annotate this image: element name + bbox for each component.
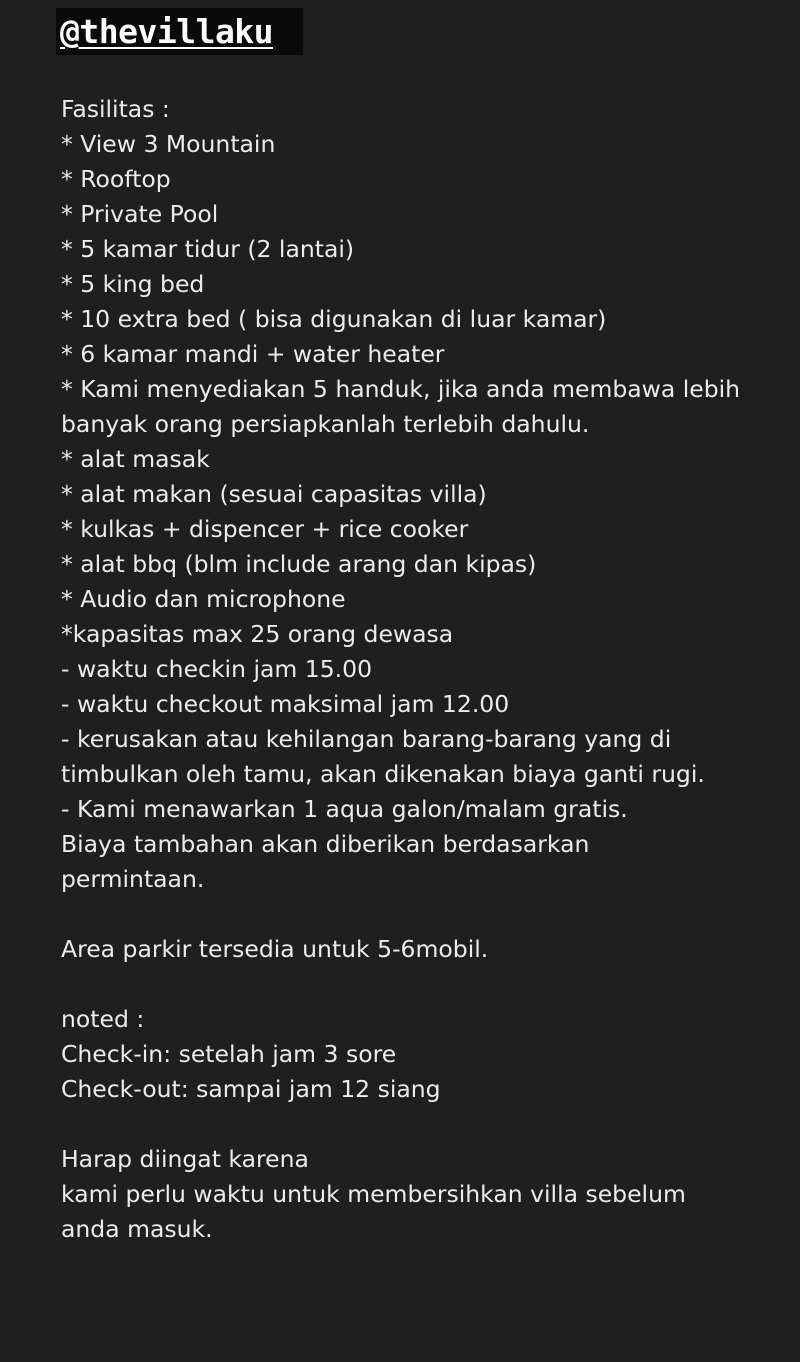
text-line: * 6 kamar mandi + water heater [61, 340, 445, 368]
post-text [61, 92, 791, 1247]
text-line: * alat masak [61, 445, 210, 473]
account-handle[interactable]: @thevillaku [60, 12, 274, 51]
text-line: * 5 kamar tidur (2 lantai) [61, 235, 355, 263]
text-line: - waktu checkin jam 15.00 [61, 655, 373, 683]
text-line: * alat bbq (blm include arang dan kipas) [61, 550, 537, 578]
handle-sticker [56, 8, 303, 55]
text-line: * Rooftop [61, 165, 171, 193]
text-line: timbulkan oleh tamu, akan dikenakan biaya ganti rugi. [61, 760, 705, 788]
text-line: * kulkas + dispencer + rice cooker [61, 515, 469, 543]
text-line: kami perlu waktu untuk membersihkan villa sebelum [61, 1180, 686, 1208]
text-line: banyak orang persiapkanlah terlebih dahulu. [61, 410, 590, 438]
text-line: Check-out: sampai jam 12 siang [61, 1075, 441, 1103]
text-line: - kerusakan atau kehilangan barang-barang yang di [61, 725, 672, 753]
text-line: anda masuk. [61, 1215, 213, 1243]
text-line: - waktu checkout maksimal jam 12.00 [61, 690, 510, 718]
text-line: * Private Pool [61, 200, 219, 228]
text-line: * alat makan (sesuai capasitas villa) [61, 480, 487, 508]
text-line: noted : [61, 1005, 145, 1033]
text-line: Biaya tambahan akan diberikan berdasarkan [61, 830, 590, 858]
blank-line [61, 967, 791, 1002]
text-line: Check-in: setelah jam 3 sore [61, 1040, 397, 1068]
text-line: * Audio dan microphone [61, 585, 346, 613]
blank-line [61, 897, 791, 932]
text-line: permintaan. [61, 865, 205, 893]
blank-line [61, 1107, 791, 1142]
text-line: * View 3 Mountain [61, 130, 276, 158]
text-line: * Kami menyediakan 5 handuk, jika anda membawa lebih [61, 375, 741, 403]
text-line: * 10 extra bed ( bisa digunakan di luar kamar) [61, 305, 607, 333]
text-line: - Kami menawarkan 1 aqua galon/malam gratis. [61, 795, 628, 823]
text-line: *kapasitas max 25 orang dewasa [61, 620, 454, 648]
text-line: Area parkir tersedia untuk 5-6mobil. [61, 935, 489, 963]
text-line: * 5 king bed [61, 270, 205, 298]
text-line: Harap diingat karena [61, 1145, 309, 1173]
text-line: Fasilitas : [61, 95, 170, 123]
